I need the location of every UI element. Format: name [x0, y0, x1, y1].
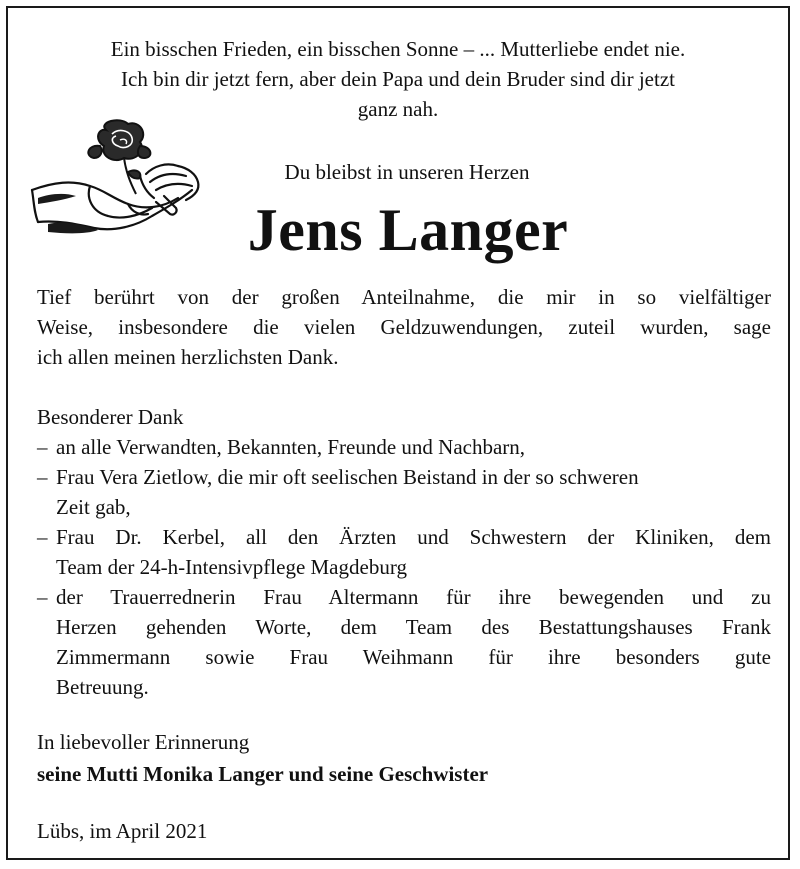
thanks-item-line: der Trauerrednerin Frau Altermann für ihre bewegenden und zu — [56, 585, 771, 609]
deceased-name: Jens Langer — [247, 197, 569, 263]
thanks-paragraph — [37, 282, 771, 372]
poem-line: Ein bisschen Frieden, ein bisschen Sonne – ... Mutterliebe endet nie. — [110, 37, 686, 61]
thanks-item-line: Zimmermann sowie Frau Weihmann für ihre besonders gute — [56, 645, 771, 669]
thanks-item-line: Frau Vera Zietlow, die mir oft seelischen Beistand in der so schweren — [56, 465, 639, 489]
dash-bullet: – — [37, 465, 48, 489]
closing-remembrance: In liebevoller Erinnerung — [37, 730, 250, 754]
dash-bullet: – — [37, 525, 48, 549]
thanks-line: ich allen meinen herzlichsten Dank. — [37, 345, 339, 369]
special-thanks-section — [37, 402, 771, 702]
thanks-item-line: Frau Dr. Kerbel, all den Ärzten und Schwestern der Kliniken, dem — [56, 525, 771, 549]
thanks-list-item — [37, 582, 771, 702]
poem-line: Ich bin dir jetzt fern, aber dein Papa und dein Bruder sind dir jetzt — [121, 67, 675, 91]
poem-line: ganz nah. — [357, 97, 439, 121]
thanks-item-line: Zeit gab, — [56, 495, 131, 519]
dash-bullet: – — [37, 435, 48, 459]
thanks-list-item — [37, 522, 771, 582]
thanks-list-item — [37, 462, 771, 522]
dash-bullet: – — [37, 585, 48, 609]
thanks-item-line: an alle Verwandten, Bekannten, Freunde und Nachbarn, — [56, 435, 526, 459]
obituary-frame — [6, 6, 790, 860]
thanks-item-line: Betreuung. — [56, 675, 149, 699]
thanks-item-line: Herzen gehenden Worte, dem Team des Bestattungshauses Frank — [56, 615, 771, 639]
closing-signature — [37, 726, 488, 790]
thanks-line: Weise, insbesondere die vielen Geldzuwendungen, zuteil wurden, sage — [37, 315, 771, 339]
memorial-subtitle: Du bleibst in unseren Herzen — [284, 160, 530, 184]
thanks-line: Tief berührt von der großen Anteilnahme, die mir in so vielfältiger — [37, 285, 771, 309]
special-thanks-heading: Besonderer Dank — [37, 405, 184, 429]
poem-verse — [22, 34, 774, 124]
thanks-list-item — [37, 432, 771, 462]
closing-signatories: seine Mutti Monika Langer und seine Geschwister — [37, 762, 489, 786]
place-date-line: Lübs, im April 2021 — [37, 819, 208, 843]
thanks-item-line: Team der 24-h-Intensivpflege Magdeburg — [56, 555, 407, 579]
